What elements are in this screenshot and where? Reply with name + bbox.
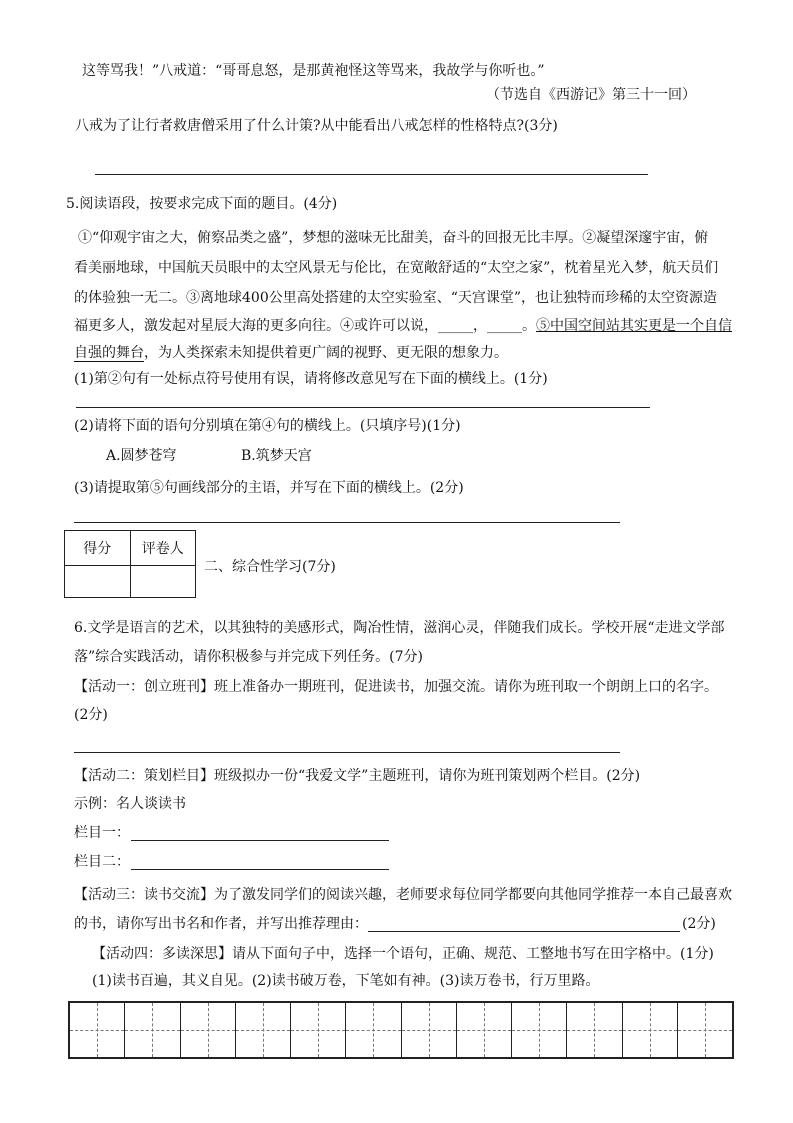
q6-activity3-score: (2分)	[682, 916, 716, 932]
q6-column2-answer-line[interactable]	[131, 869, 389, 870]
grid-cell[interactable]	[512, 1003, 567, 1057]
grid-cell[interactable]	[181, 1003, 236, 1057]
q6-column1-label: 栏目一：	[74, 825, 130, 841]
q5-paragraph-line-2: 看美丽地球，中国航天员眼中的太空风景无与伦比，在宽敞舒适的“太空之家”，枕着星光入梦，航天员们	[74, 260, 719, 276]
q6-intro-line-2: 落”综合实践活动，请你积极参与并完成下列任务。(7分)	[74, 649, 423, 665]
q4-question: 八戒为了让行者救唐僧采用了什么计策?从中能看出八戒怎样的性格特点?(3分)	[75, 118, 558, 134]
q5-paragraph-line-4-text: 福更多人，激发起对星辰大海的更多向往。④或许可以说，_____，_____。	[74, 318, 536, 334]
grid-cell[interactable]	[402, 1003, 457, 1057]
grader-header: 评卷人	[130, 531, 196, 566]
score-input-cell[interactable]	[65, 566, 131, 598]
q5-sub3-answer-line[interactable]	[74, 522, 620, 523]
passage-dialogue: 这等骂我！”八戒道：“哥哥息怒，是那黄袍怪这等骂来，我故学与你听也。”	[82, 63, 545, 79]
grid-cell[interactable]	[623, 1003, 678, 1057]
q6-activity3-line-2: 的书，请你写出书名和作者，并写出推荐理由：	[74, 916, 368, 932]
grid-cell[interactable]	[236, 1003, 291, 1057]
q6-activity1-score: (2分)	[74, 707, 108, 723]
grid-cell[interactable]	[457, 1003, 512, 1057]
score-box	[64, 530, 196, 598]
q5-paragraph-line-4	[74, 319, 732, 333]
q5-sub2: (2)请将下面的语句分别填在第④句的横线上。(只填序号)(1分)	[74, 418, 461, 434]
grid-cell[interactable]	[567, 1003, 622, 1057]
grid-cell[interactable]	[70, 1003, 125, 1057]
q5-sub3: (3)请提取第⑤句画线部分的主语，并写在下面的横线上。(2分)	[74, 480, 464, 496]
q5-paragraph-last	[74, 346, 508, 360]
q6-activity1: 【活动一：创立班刊】班上准备办一期班刊，促进读书，加强交流。请你为班刊取一个朗朗上口的名字。	[74, 679, 718, 695]
q6-activity3-line-1: 【活动三：读书交流】为了激发同学们的阅读兴趣，老师要求每位同学都要向其他同学推荐一本自己最喜欢	[74, 887, 732, 903]
grid-cell[interactable]	[125, 1003, 180, 1057]
q4-answer-line[interactable]	[95, 174, 648, 175]
q5-underlined-continued: 自强的舞台	[74, 345, 144, 361]
q6-activity3-answer-line[interactable]	[368, 931, 680, 932]
grid-cell[interactable]	[346, 1003, 401, 1057]
q6-activity2: 【活动二：策划栏目】班级拟办一份“我爱文学”主题班刊，请你为班刊策划两个栏目。(2分)	[74, 768, 641, 784]
q5-paragraph-line-1: ①“仰观宇宙之大，俯察品类之盛”，梦想的滋味无比甜美，奋斗的回报无比丰厚。②凝望深邃宇宙，俯	[78, 230, 709, 246]
q5-sub1-answer-line[interactable]	[76, 407, 650, 408]
q6-activity4: 【活动四：多读深思】请从下面句子中，选择一个语句，正确、规范、工整地书写在田字格中。(1分)	[92, 946, 714, 962]
q5-paragraph-line-3: 的体验独一无二。③离地球400公里高处搭建的太空实验室、“天宫课堂”，也让独特而珍稀的太空资源造	[74, 290, 718, 306]
q5-option-a: A.圆梦苍穹	[106, 448, 177, 464]
q6-column1-answer-line[interactable]	[131, 840, 389, 841]
tianzige-grid[interactable]	[68, 1001, 734, 1059]
q6-activity1-answer-line[interactable]	[74, 752, 620, 753]
section2-title: 二、综合性学习(7分)	[204, 559, 336, 575]
passage-source: （节选自《西游记》第三十一回）	[486, 87, 696, 103]
q5-underlined-phrase: ⑤中国空间站其实更是一个自信	[536, 318, 732, 334]
q6-sentences: (1)读书百遍，其义自见。(2)读书破万卷，下笔如有神。(3)读万卷书，行万里路。	[92, 973, 600, 989]
q5-sub1: (1)第②句有一处标点符号使用有误，请将修改意见写在下面的横线上。(1分)	[74, 371, 548, 387]
q6-column2-label: 栏目二：	[74, 854, 130, 870]
grid-cell[interactable]	[291, 1003, 346, 1057]
score-header: 得分	[65, 531, 131, 566]
q5-paragraph-last-rest: ，为人类探索未知提供着更广阔的视野、更无限的想象力。	[144, 345, 508, 361]
q5-option-b: B.筑梦天宫	[241, 448, 312, 464]
q5-title: 5.阅读语段，按要求完成下面的题目。(4分)	[66, 196, 338, 212]
q6-intro-line-1: 6.文学是语言的艺术，以其独特的美感形式，陶冶性情，滋润心灵，伴随我们成长。学校开展“走进文学部	[74, 620, 725, 636]
grid-cell[interactable]	[678, 1003, 732, 1057]
q6-example: 示例：名人谈读书	[74, 796, 186, 812]
grader-input-cell[interactable]	[130, 566, 196, 598]
